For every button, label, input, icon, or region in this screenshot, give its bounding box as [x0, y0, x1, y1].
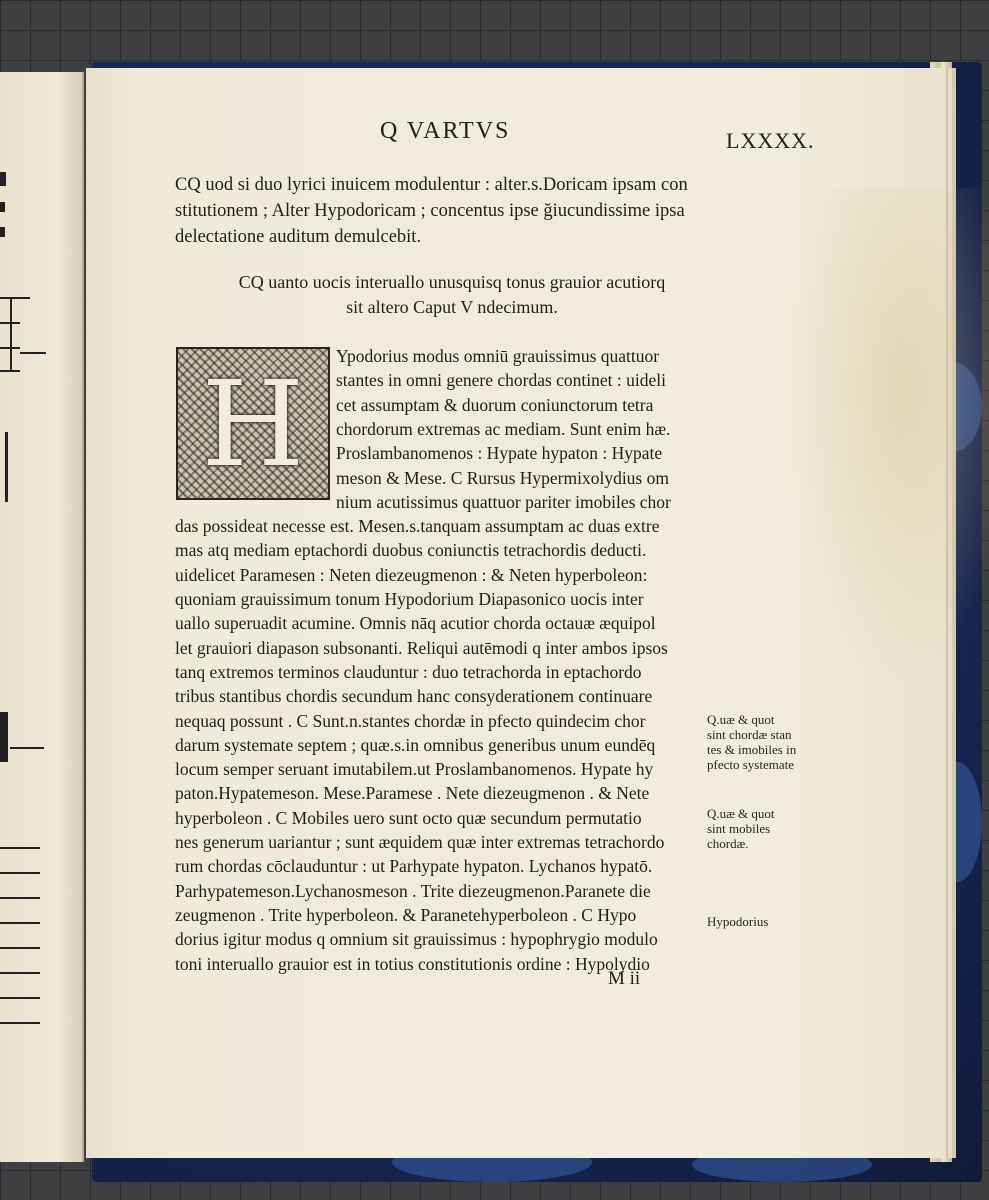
body-line: darum systemate septem ; quæ.s.in omnibus generibus unum eundēq — [175, 734, 656, 755]
margin-note-line: pfecto systemate — [707, 757, 794, 772]
body-line: uidelicet Paramesen : Neten diezeugmenon : & Neten hyperboleon: — [175, 564, 648, 585]
body-line: zeugmenon . Trite hyperboleon. & Paranetehyperboleon . C Hypo — [175, 904, 637, 925]
left-facing-page — [0, 72, 84, 1162]
water-stain — [786, 188, 989, 688]
body-line: dorius igitur modus q omnium sit grauissimus : hypophrygio modulo — [175, 929, 658, 950]
margin-note-line: sint chordæ stan — [707, 727, 792, 742]
body-line: hyperboleon . C Mobiles uero sunt octo quæ secundum permutatio — [175, 807, 642, 828]
margin-note-line: Q.uæ & quot — [707, 806, 775, 821]
decorated-initial — [176, 347, 330, 500]
margin-note-line: tes & imobiles in — [707, 742, 797, 757]
initial-letter: H — [201, 354, 305, 493]
running-title: Q VARTVS — [380, 118, 511, 144]
folio-number: LXXXX. — [726, 128, 815, 153]
body-line: chordorum extremas ac mediam. Sunt enim hæ. — [336, 418, 671, 439]
body-line: quoniam grauissimum tonum Hypodorium Diapasonico uocis inter — [175, 589, 644, 609]
body-line: stantes in omni genere chordas continet : uideli — [336, 370, 666, 391]
body-line: Parhypatemeson.Lychanosmeson . Trite diezeugmenon.Paranete die — [175, 880, 651, 901]
body-line: rum chordas cōclauduntur : ut Parhypate hypaton. Lychanos hypatō. — [175, 856, 653, 877]
signature-mark: M ii — [608, 968, 641, 989]
body-line: tribus stantibus chordis secundum hanc consyderationem continuare — [175, 686, 653, 707]
margin-note-line: Q.uæ & quot — [707, 712, 775, 727]
body-line: nes generum uariantur ; sunt æquidem quæ inter extremas tetrachordo — [175, 832, 665, 852]
margin-note-line: Hypodorius — [707, 914, 769, 929]
body-line: Proslambanomenos : Hypate hypaton : Hypate — [336, 443, 663, 464]
body-line: uallo superuadit acumine. Omnis nāq acutior chorda octauæ æquipol — [175, 613, 656, 634]
body-line: nium acutissimus quattuor pariter imobiles chor — [336, 491, 671, 512]
body-line: toni interuallo grauior est in totius constitutionis ordine : Hypolydio — [175, 953, 650, 974]
body-line: Ypodorius modus omniū grauissimus quattuor — [336, 346, 660, 366]
body-line: nequaq possunt . C Sunt.n.stantes chordæ in pfecto quindecim chor — [175, 710, 646, 731]
margin-note-line: sint mobiles — [707, 821, 771, 836]
body-line: meson & Mese. C Rursus Hypermixolydius om — [336, 467, 669, 488]
body-line: cet assumptam & duorum coniunctorum tetra — [336, 394, 654, 415]
body-line: das possideat necesse est. Mesen.s.tanquam assumptam ac duas extre — [175, 516, 660, 537]
body-line: mas atq mediam eptachordi duobus coniunctis tetrachordis deducti. — [175, 540, 647, 561]
opening-paragraph: CQ uod si duo lyrici inuicem modulentur : alter.s.Doricam ipsam con stitutionem ; Alter Hypodoricam ; concentus ipse ğiucundissime ipsa delectatione auditum demulcebit. — [175, 175, 688, 247]
body-line: locum semper seruant imutabilem.ut Proslambanomenos. Hypate hy — [175, 759, 654, 780]
body-line: let grauiori diapason subsonanti. Reliqui autēmodi q inter ambos ipsos — [175, 637, 668, 658]
chapter-heading: CQ uanto uocis interuallo unusquisq tonus grauior acutiorq sit altero Caput V ndecimum. — [238, 272, 666, 317]
margin-note-line: chordæ. — [707, 836, 749, 851]
body-line: tanq extremos terminos clauduntur : duo tetrachorda in eptachordo — [175, 661, 642, 682]
body-line: paton.Hypatemeson. Mese.Paramese . Nete diezeugmenon . & Nete — [175, 783, 650, 804]
